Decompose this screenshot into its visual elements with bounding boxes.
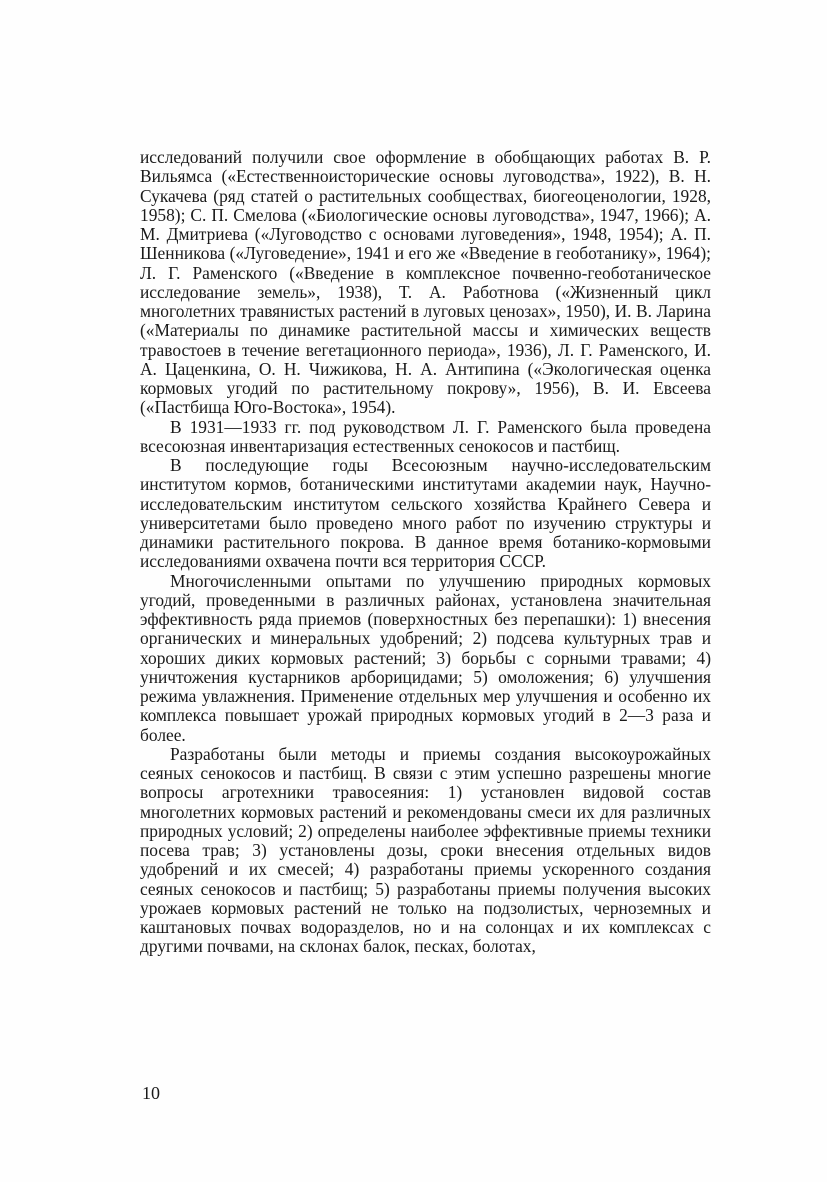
paragraph-1: исследований получили свое оформление в обобщающих работах В. Р. Вильямса («Естественноисторические основы луговодства», 1922), В. Н. Сукачева (ряд статей о растительных сообществах, биогеоценологии, 1928, 1958); С. П. Смелова («Биологические основы луговодства», 1947, 1966); А. М. Дмитриева («Луговодство с основами луговедения», 1948, 1954); А. П. Шенникова («Луговедение», 1941 и его же «Введение в геоботанику», 1964); Л. Г. Раменского («Введение в комплексное почвенно-геоботаническое исследование земель», 1938), Т. А. Работнова («Жизненный цикл многолетних травянистых растений в луговых ценозах», 1950), И. В. Ларина («Материалы по динамике растительной массы и химических веществ травостоев в течение вегетационного периода», 1936), Л. Г. Раменского, И. А. Цаценкина, О. Н. Чижикова, Н. А. Антипина («Экологическая оценка кормовых угодий по растительному покрову», 1956), В. И. Евсеева («Пастбища Юго-Востока», 1954). xyxy=(140,147,711,418)
page-body xyxy=(140,148,711,957)
paragraph-2: В 1931—1933 гг. под руководством Л. Г. Раменского была проведена всесоюзная инвентаризация естественных сенокосов и пастбищ. xyxy=(140,416,711,456)
paragraph-5: Разработаны были методы и приемы создания высокоурожайных сеяных сенокосов и пастбищ. В связи с этим успешно разрешены многие вопросы агротехники травосеяния: 1) установлен видовой состав многолетних кормовых растений и рекомендованы смеси их для различных природных условий; 2) определены наиболее эффективные приемы техники посева трав; 3) установлены дозы, сроки внесения отдельных видов удобрений и их смесей; 4) разработаны приемы ускоренного создания сеяных сенокосов и пастбищ; 5) разработаны приемы получения высоких урожаев кормовых растений не только на подзолистых, черноземных и каштановых почвах водоразделов, но и на солонцах и их комплексах с другими почвами, на склонах балок, песках, болотах, xyxy=(140,743,711,957)
paragraph-3: В последующие годы Всесоюзным научно-исследовательским институтом кормов, ботаническими институтами академии наук, Научно-исследовательским институтом сельского хозяйства Крайнего Севера и университетами было проведено много работ по изучению структуры и динамики растительного покрова. В данное время ботанико-кормовыми исследованиями охвачена почти вся территория СССР. xyxy=(140,455,711,572)
page-number: 10 xyxy=(142,1083,160,1103)
paragraph-4: Многочисленными опытами по улучшению природных кормовых угодий, проведенными в различных районах, установлена значительная эффективность ряда приемов (поверхностных без перепашки): 1) внесения органических и минеральных удобрений; 2) подсева культурных трав и хороших диких кормовых растений; 3) борьбы с сорными травами; 4) уничтожения кустарников арборицидами; 5) омоложения; 6) улучшения режима увлажнения. Применение отдельных мер улучшения и особенно их комплекса повышает урожай природных кормовых угодий в 2—3 раза и более. xyxy=(140,570,711,745)
